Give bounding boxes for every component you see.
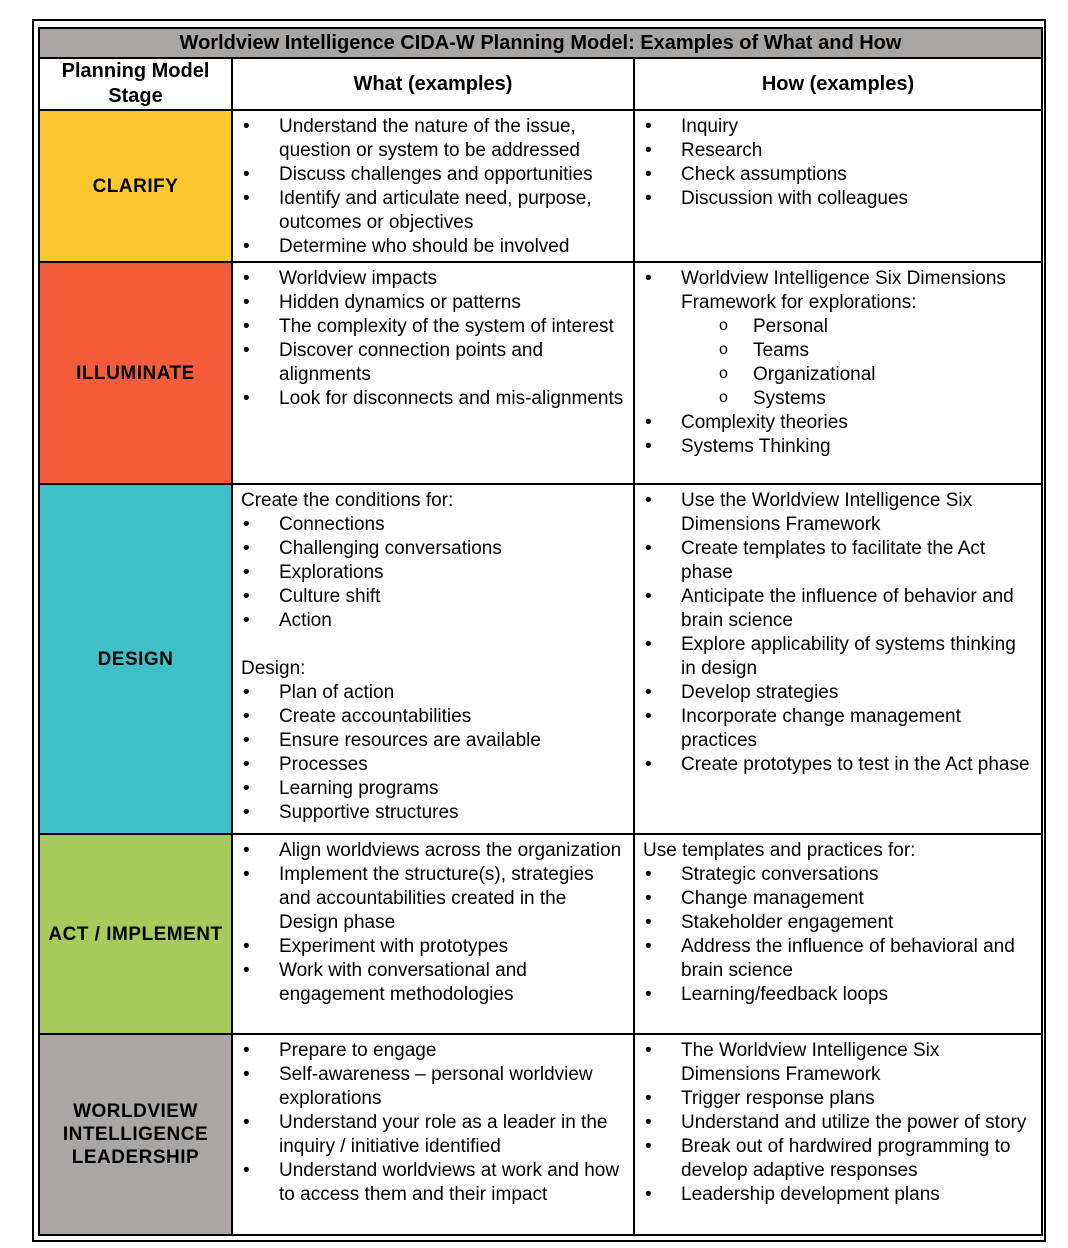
list-item: • Understand and utilize the power of story <box>643 1111 1035 1135</box>
list-item: • Create accountabilities <box>241 705 627 729</box>
clarify-what <box>232 110 634 262</box>
list-item: • Ensure resources are available <box>241 729 627 753</box>
list-item: • Prepare to engage <box>241 1039 627 1063</box>
list-item: • Connections <box>241 513 627 537</box>
stage-act-implement: ACT / IMPLEMENT <box>39 834 232 1034</box>
list-item: • Action <box>241 609 627 633</box>
list-item: • Systems Thinking <box>643 435 1035 459</box>
list-item: • Break out of hardwired programming to develop adaptive responses <box>643 1135 1035 1183</box>
design-what <box>232 484 634 834</box>
list-item: • Plan of action <box>241 681 627 705</box>
header-row <box>39 58 1042 110</box>
act-how <box>634 834 1042 1034</box>
list-item: • Worldview impacts <box>241 267 627 291</box>
list-item: • Work with conversational and engagement methodologies <box>241 959 627 1007</box>
act-what <box>232 834 634 1034</box>
design-how <box>634 484 1042 834</box>
list-item: • Look for disconnects and mis-alignments <box>241 387 627 411</box>
header-how: How (examples) <box>634 58 1042 110</box>
table-title: Worldview Intelligence CIDA-W Planning Model: Examples of What and How <box>39 28 1042 58</box>
spacer <box>241 633 627 657</box>
list-item: • Trigger response plans <box>643 1087 1035 1111</box>
list-item: • Discuss challenges and opportunities <box>241 163 627 187</box>
list-item: • The Worldview Intelligence Six Dimensions Framework <box>643 1039 1035 1087</box>
stage-design: DESIGN <box>39 484 232 834</box>
leadership-what <box>232 1034 634 1235</box>
row-clarify <box>39 110 1042 262</box>
header-stage: Planning Model Stage <box>39 58 232 110</box>
stage-illuminate: ILLUMINATE <box>39 262 232 484</box>
list-item: • Address the influence of behavioral and brain science <box>643 935 1035 983</box>
list-item: • Understand the nature of the issue, question or system to be addressed <box>241 115 627 163</box>
stage-clarify: CLARIFY <box>39 110 232 262</box>
sub-list-item: o Teams <box>643 339 1035 363</box>
list-item: • Explore applicability of systems thinking in design <box>643 633 1035 681</box>
list-item: • Align worldviews across the organization <box>241 839 627 863</box>
list-item: • Identify and articulate need, purpose, outcomes or objectives <box>241 187 627 235</box>
list-item: • Change management <box>643 887 1035 911</box>
stage-leadership: WORLDVIEW INTELLIGENCE LEADERSHIP <box>39 1034 232 1235</box>
list-item: • Incorporate change management practices <box>643 705 1035 753</box>
list-item: • Self-awareness – personal worldview explorations <box>241 1063 627 1111</box>
list-item: • Culture shift <box>241 585 627 609</box>
row-design <box>39 484 1042 834</box>
illuminate-how <box>634 262 1042 484</box>
title-row <box>39 28 1042 58</box>
list-item: • Explorations <box>241 561 627 585</box>
list-item: • Discussion with colleagues <box>643 187 1035 211</box>
sub-list-item: o Systems <box>643 387 1035 411</box>
list-item: • Leadership development plans <box>643 1183 1035 1207</box>
list-item: • Check assumptions <box>643 163 1035 187</box>
list-item: • Stakeholder engagement <box>643 911 1035 935</box>
list-item: • Strategic conversations <box>643 863 1035 887</box>
design-intro-design: Design: <box>241 658 306 679</box>
list-item: • Learning programs <box>241 777 627 801</box>
list-item: • Experiment with prototypes <box>241 935 627 959</box>
planning-model-table <box>38 27 1043 1236</box>
list-item: • Hidden dynamics or patterns <box>241 291 627 315</box>
list-item: • Supportive structures <box>241 801 627 825</box>
list-item: • Determine who should be involved <box>241 235 627 259</box>
list-item: • Complexity theories <box>643 411 1035 435</box>
list-item: • Learning/feedback loops <box>643 983 1035 1007</box>
list-item: • Create templates to facilitate the Act phase <box>643 537 1035 585</box>
list-item: • Challenging conversations <box>241 537 627 561</box>
list-item: • The complexity of the system of interest <box>241 315 627 339</box>
list-item: • Use the Worldview Intelligence Six Dimensions Framework <box>643 489 1035 537</box>
list-item: • Discover connection points and alignments <box>241 339 627 387</box>
header-what: What (examples) <box>232 58 634 110</box>
act-how-intro: Use templates and practices for: <box>643 840 916 861</box>
leadership-how <box>634 1034 1042 1235</box>
illuminate-what <box>232 262 634 484</box>
sub-list-item: o Organizational <box>643 363 1035 387</box>
list-item: • Research <box>643 139 1035 163</box>
row-act-implement <box>39 834 1042 1034</box>
list-item: • Understand your role as a leader in the inquiry / initiative identified <box>241 1111 627 1159</box>
design-intro-conditions: Create the conditions for: <box>241 490 454 511</box>
list-item: • Understand worldviews at work and how to access them and their impact <box>241 1159 627 1207</box>
list-item: • Processes <box>241 753 627 777</box>
sub-list-item: o Personal <box>643 315 1035 339</box>
list-item: • Anticipate the influence of behavior and brain science <box>643 585 1035 633</box>
list-item: • Develop strategies <box>643 681 1035 705</box>
list-item: • Worldview Intelligence Six Dimensions Framework for explorations: <box>643 267 1035 315</box>
clarify-how <box>634 110 1042 262</box>
list-item: • Inquiry <box>643 115 1035 139</box>
list-item: • Implement the structure(s), strategies and accountabilities created in the Design phase <box>241 863 627 935</box>
row-illuminate <box>39 262 1042 484</box>
row-leadership <box>39 1034 1042 1235</box>
list-item: • Create prototypes to test in the Act phase <box>643 753 1035 777</box>
